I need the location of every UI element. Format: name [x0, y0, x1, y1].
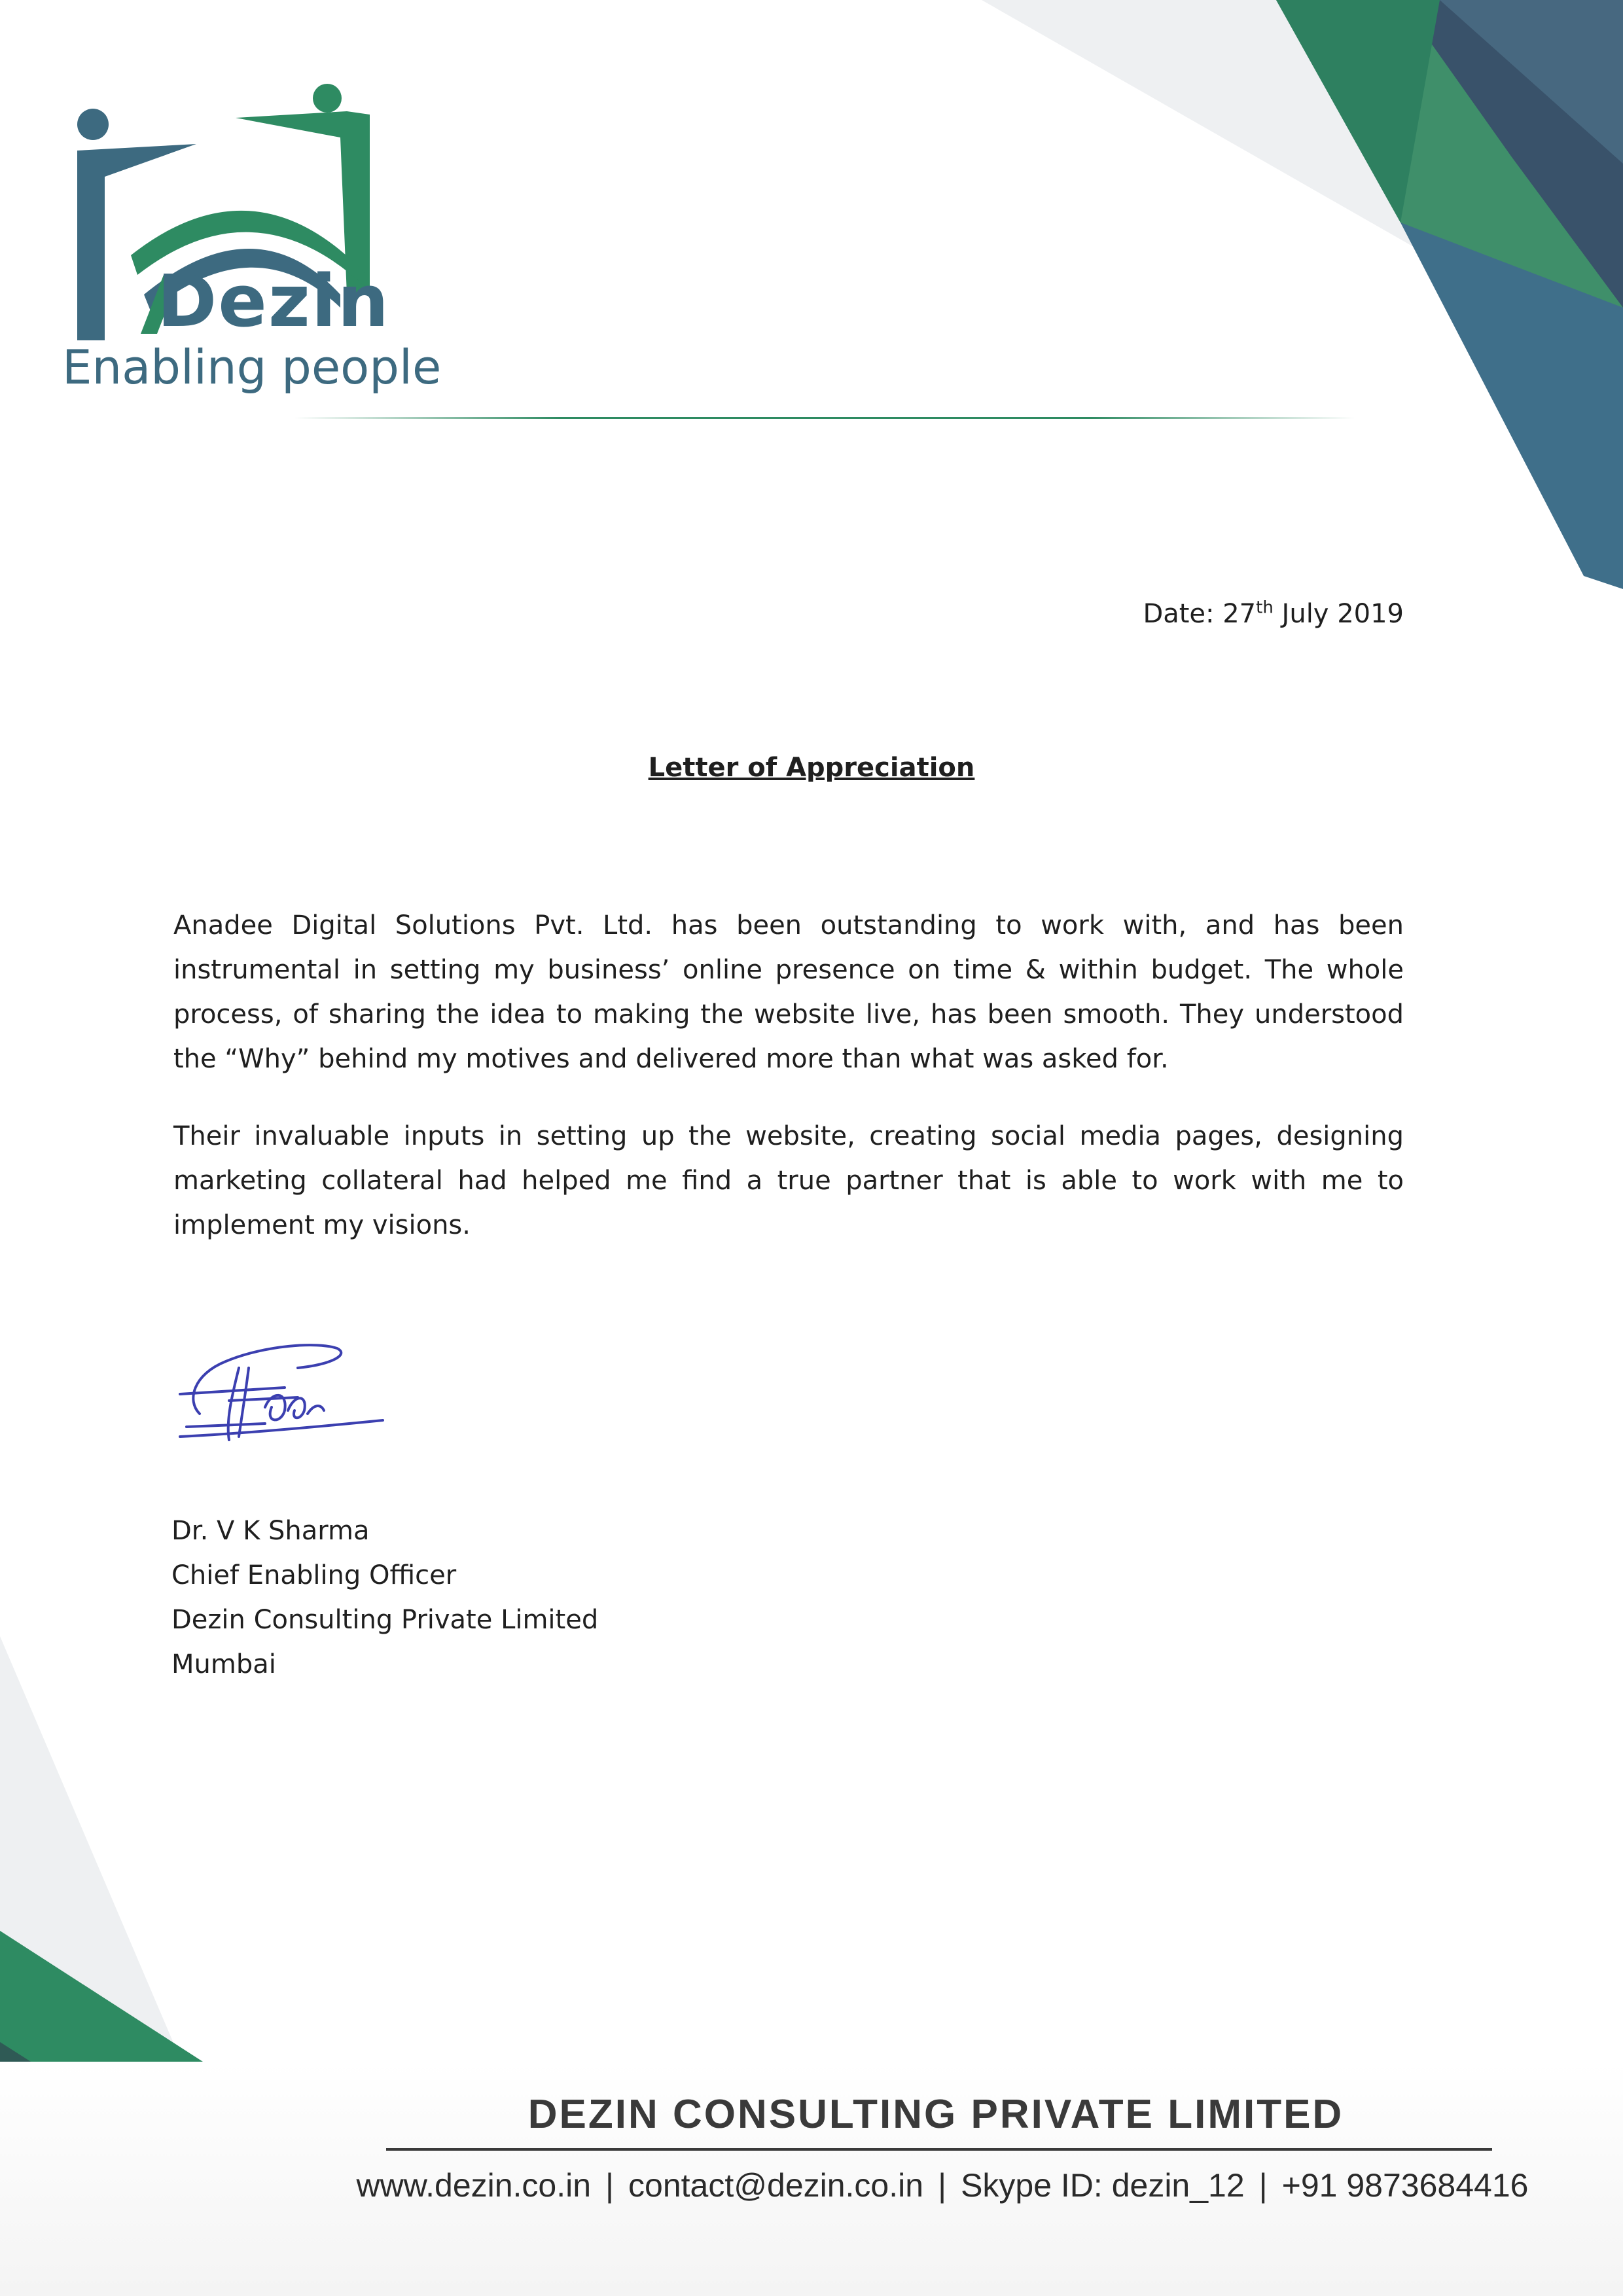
footer-divider [386, 2148, 1492, 2151]
footer-contact [340, 2166, 1544, 2204]
signatory-city: Mumbai [171, 1649, 276, 1679]
date-rest: July 2019 [1273, 599, 1404, 629]
signatory-designation: Chief Enabling Officer [171, 1560, 457, 1590]
footer-separator: | [605, 2167, 615, 2204]
footer-website: www.dezin.co.in [356, 2167, 592, 2204]
letter-title: Letter of Appreciation [648, 753, 975, 783]
letter-date [1143, 599, 1404, 629]
date-suffix: th [1256, 598, 1274, 618]
company-logo [59, 79, 442, 406]
footer-skype: Skype ID: dezin_12 [961, 2167, 1245, 2204]
footer-phone: +91 9873684416 [1281, 2167, 1529, 2204]
body-paragraph: Anadee Digital Solutions Pvt. Ltd. has been outstanding to work with, and has been instrumental in setting my business’ online presence on time & within budget. The whole process, of sharing the idea to making the website live, has been smooth. They understood the “Why” behind my motives and delivered more than what was asked for. [173, 910, 1404, 1074]
signatory-name: Dr. V K Sharma [171, 1516, 370, 1546]
signatory-block [171, 1509, 598, 1687]
header-divider [294, 417, 1355, 419]
signatory-company: Dezin Consulting Private Limited [171, 1605, 599, 1635]
letter-body [173, 903, 1404, 1280]
footer-company-name: DEZIN CONSULTING PRIVATE LIMITED [527, 2092, 1344, 2137]
handwritten-signature [167, 1329, 402, 1460]
body-paragraph: Their invaluable inputs in setting up the website, creating social media pages, designing marketing collateral had helped me find a true partner that is able to work with me to implement my visions. [173, 1121, 1404, 1240]
corner-decoration-top-right [982, 0, 1623, 589]
date-prefix: Date: 27 [1143, 599, 1257, 629]
footer-email: contact@dezin.co.in [628, 2167, 924, 2204]
logo-name: Dezin [157, 259, 390, 343]
logo-tagline: Enabling people [62, 340, 442, 395]
footer-separator: | [938, 2167, 947, 2204]
footer-separator: | [1258, 2167, 1268, 2204]
